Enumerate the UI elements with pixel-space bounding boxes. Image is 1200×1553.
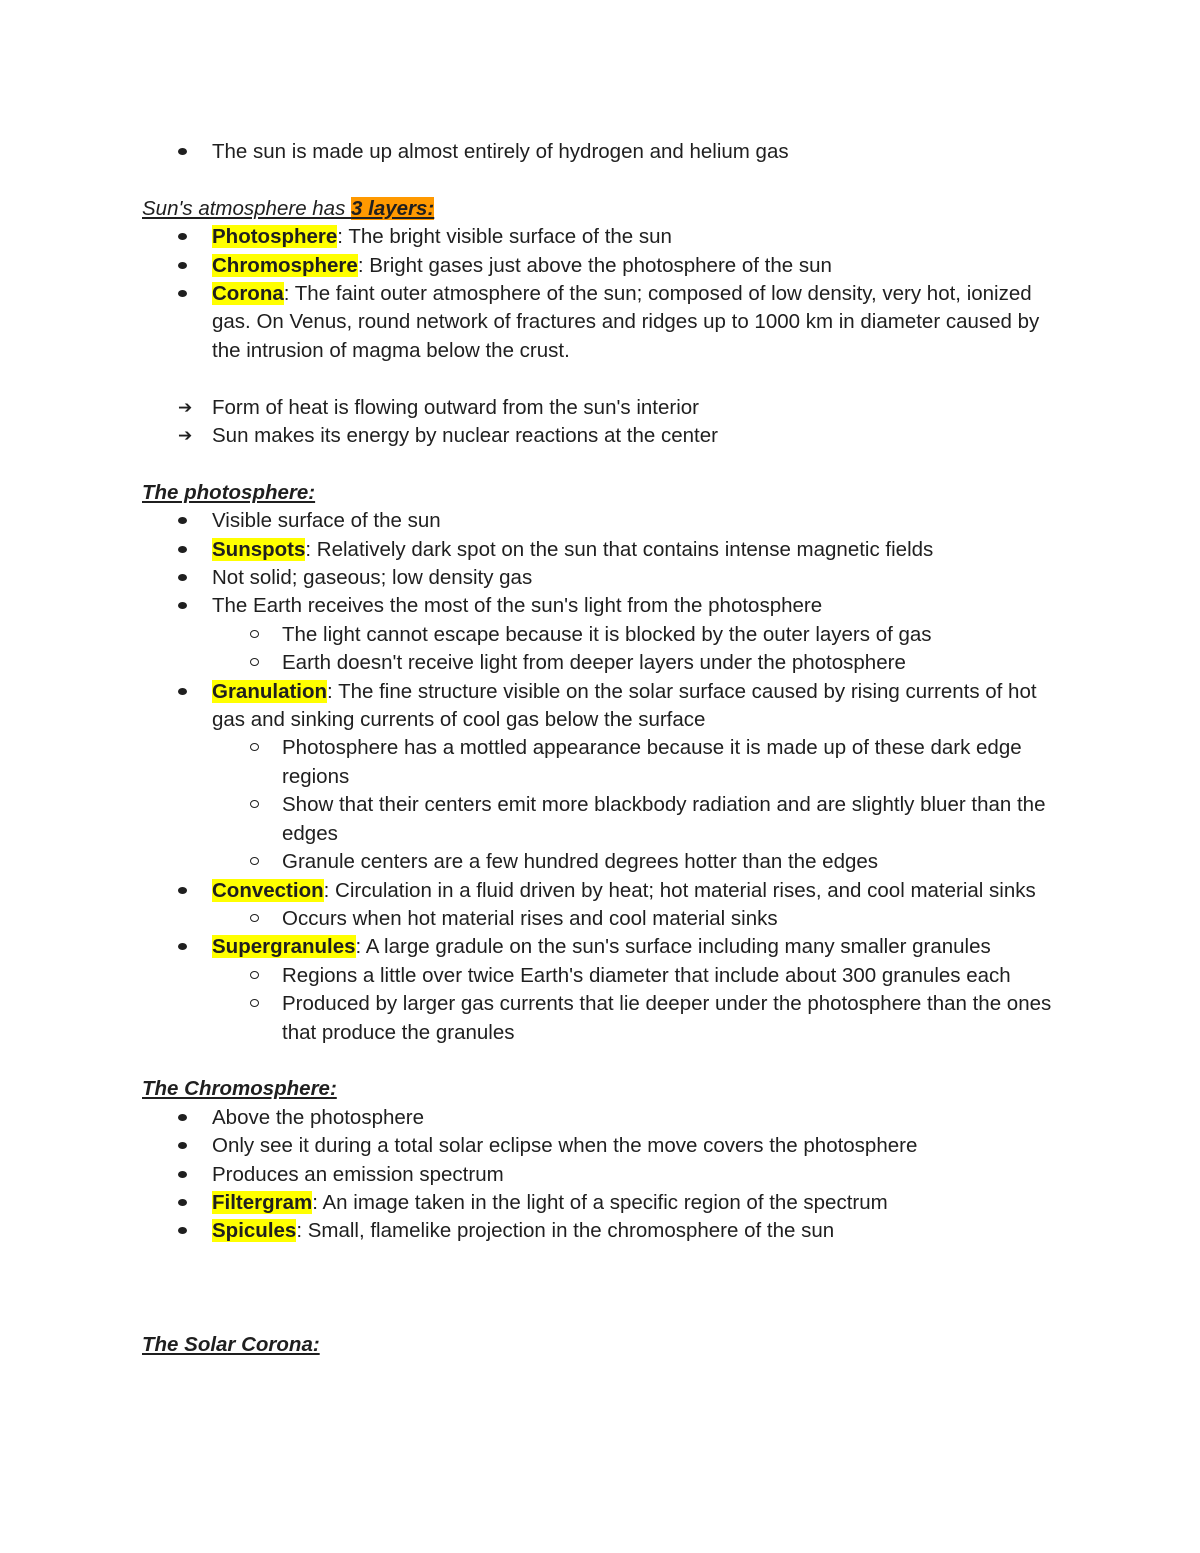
list-item: Only see it during a total solar eclipse when the move covers the photosphere — [142, 1132, 1062, 1160]
bullet-icon — [178, 536, 198, 564]
term-highlight: Photosphere — [212, 225, 338, 249]
bullet-icon — [178, 223, 198, 251]
list-item: Granulation: The fine structure visible on the solar surface caused by rising currents of hot gas and sinking currents of cool gas below the surface Photosphere has a mottled appearance because it is made up of these dark edge regions Show that their centers emit more blackbody radiation and are slightly bluer than the edges Granule centers are a few hundred degrees hotter than the edges — [142, 678, 1062, 877]
term-highlight: Convection — [212, 878, 324, 902]
bullet-icon — [178, 1104, 198, 1132]
section-heading: The Chromosphere: — [142, 1077, 337, 1101]
term-highlight: Granulation — [212, 679, 328, 703]
term-highlight: Sunspots — [212, 537, 306, 561]
term-highlight: Supergranules — [212, 935, 356, 959]
list-item: Filtergram: An image taken in the light of a specific region of the spectrum — [142, 1189, 1062, 1217]
arrow-list — [142, 394, 1062, 451]
list-item: Corona: The faint outer atmosphere of the sun; composed of low density, very hot, ionized gas. On Venus, round network of fractures and ridges up to 1000 km in diameter caused by the intrusion of magma below the crust. — [142, 280, 1062, 365]
bullet-icon — [178, 1217, 198, 1245]
section-heading: The photosphere: — [142, 480, 316, 504]
list-item: Spicules: Small, flamelike projection in the chromosphere of the sun — [142, 1217, 1062, 1245]
list-item: Convection: Circulation in a fluid driven by heat; hot material rises, and cool material sinks Occurs when hot material rises and cool material sinks — [142, 877, 1062, 934]
circle-bullet-icon — [250, 990, 259, 1018]
sub-list-item: Granule centers are a few hundred degrees hotter than the edges — [142, 848, 1062, 876]
list-item: Chromosphere: Bright gases just above the photosphere of the sun — [142, 252, 1062, 280]
layers-heading: Sun's atmosphere has 3 layers: — [142, 196, 435, 220]
sub-list-item: Produced by larger gas currents that lie deeper under the photosphere than the ones that produce the granules — [142, 990, 1062, 1047]
bullet-icon — [178, 933, 198, 961]
sub-list-item: The light cannot escape because it is blocked by the outer layers of gas — [142, 621, 1062, 649]
intro-list — [142, 138, 1062, 166]
sub-list-item: Show that their centers emit more blackbody radiation and are slightly bluer than the edges — [142, 791, 1062, 848]
bullet-icon — [178, 252, 198, 280]
list-item: Sunspots: Relatively dark spot on the sun that contains intense magnetic fields — [142, 536, 1062, 564]
bullet-icon — [178, 592, 198, 620]
circle-bullet-icon — [250, 848, 259, 876]
sub-list — [212, 621, 1062, 678]
list-item: Not solid; gaseous; low density gas — [142, 564, 1062, 592]
layers-list — [142, 223, 1062, 365]
sub-list-item: Regions a little over twice Earth's diameter that include about 300 granules each — [142, 962, 1062, 990]
list-item: Visible surface of the sun — [142, 507, 1062, 535]
sub-list — [212, 905, 1062, 933]
arrow-right-icon: ➔ — [178, 397, 193, 417]
photosphere-list — [142, 507, 1062, 1047]
bullet-icon — [178, 507, 198, 535]
list-item: ➔ Form of heat is flowing outward from the sun's interior — [142, 394, 1062, 422]
circle-bullet-icon — [250, 962, 259, 990]
bullet-icon — [178, 877, 198, 905]
section-heading: The Solar Corona: — [142, 1332, 320, 1356]
document-body — [142, 138, 1062, 1359]
bullet-icon — [178, 1132, 198, 1160]
sub-list — [212, 734, 1062, 876]
term-highlight: Chromosphere — [212, 253, 358, 277]
heading-highlight: 3 layers: — [351, 196, 435, 220]
circle-bullet-icon — [250, 791, 259, 819]
circle-bullet-icon — [250, 905, 259, 933]
bullet-icon — [178, 1189, 198, 1217]
bullet-icon — [178, 678, 198, 706]
sub-list-item: Earth doesn't receive light from deeper layers under the photosphere — [142, 649, 1062, 677]
list-item: The Earth receives the most of the sun's light from the photosphere The light cannot escape because it is blocked by the outer layers of gas Earth doesn't receive light from deeper layers under the photosphere — [142, 592, 1062, 677]
bullet-icon — [178, 280, 198, 308]
term-highlight: Corona — [212, 282, 284, 306]
circle-bullet-icon — [250, 649, 259, 677]
circle-bullet-icon — [250, 734, 259, 762]
list-item: ➔ Sun makes its energy by nuclear reactions at the center — [142, 422, 1062, 450]
circle-bullet-icon — [250, 621, 259, 649]
chromosphere-list — [142, 1104, 1062, 1246]
bullet-icon — [178, 564, 198, 592]
arrow-right-icon: ➔ — [178, 426, 193, 446]
list-item: The sun is made up almost entirely of hydrogen and helium gas — [142, 138, 1062, 166]
list-item: Produces an emission spectrum — [142, 1161, 1062, 1189]
sub-list-item: Occurs when hot material rises and cool material sinks — [142, 905, 1062, 933]
sub-list-item: Photosphere has a mottled appearance because it is made up of these dark edge regions — [142, 734, 1062, 791]
list-item: Photosphere: The bright visible surface of the sun — [142, 223, 1062, 251]
bullet-icon — [178, 138, 198, 166]
bullet-icon — [178, 1161, 198, 1189]
term-highlight: Filtergram — [212, 1190, 313, 1214]
list-item: Supergranules: A large gradule on the sun's surface including many smaller granules Regions a little over twice Earth's diameter that include about 300 granules each Produced by larger gas currents that lie deeper under the photosphere than the ones that produce the granules — [142, 933, 1062, 1047]
list-item: Above the photosphere — [142, 1104, 1062, 1132]
sub-list — [212, 962, 1062, 1047]
term-highlight: Spicules — [212, 1219, 297, 1243]
